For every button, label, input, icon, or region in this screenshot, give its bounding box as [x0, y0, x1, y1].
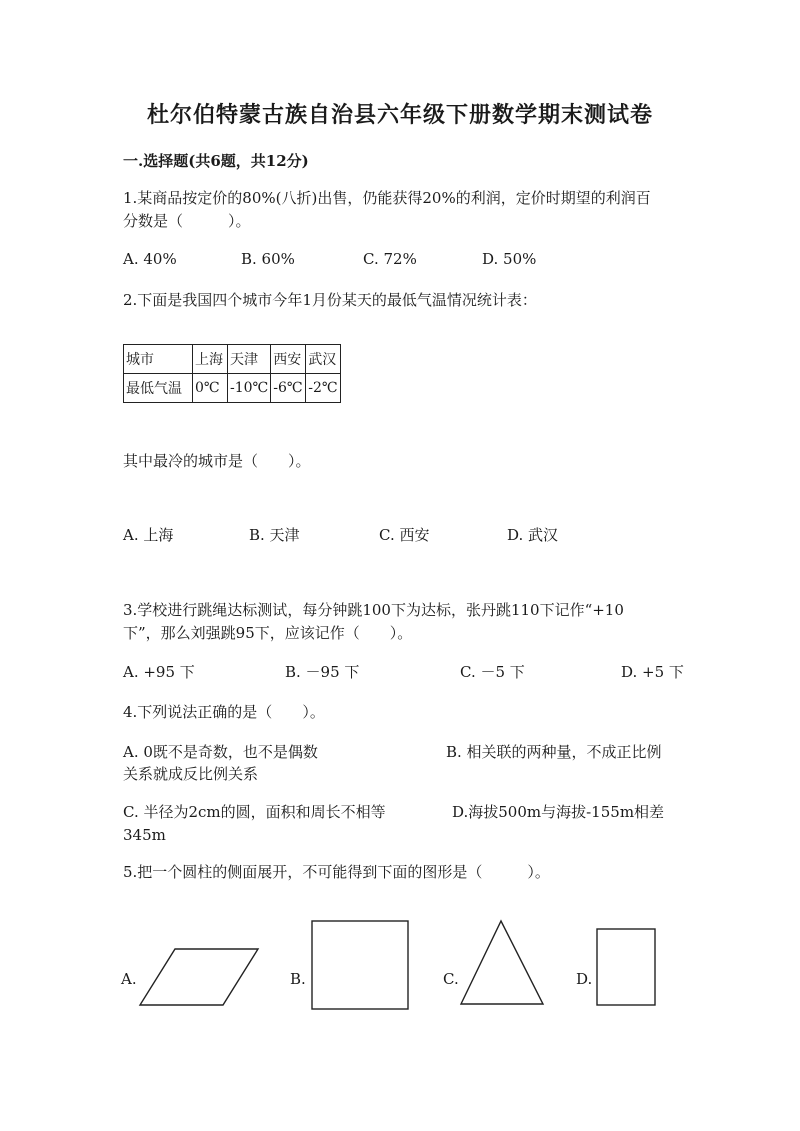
- shape-label-a: A.: [121, 970, 137, 988]
- triangle-figure: [458, 918, 546, 1008]
- table-cell: -6℃: [271, 374, 306, 403]
- question-4-option-d-cont: 345m: [123, 826, 166, 844]
- question-3-text: 3.学校进行跳绳达标测试，每分钟跳100下为达标，张丹跳110下记作“+10: [123, 601, 624, 619]
- shape-label-c: C.: [443, 970, 459, 988]
- table-cell: -2℃: [306, 374, 341, 403]
- question-4-text: 4.下列说法正确的是（ ）。: [123, 703, 325, 721]
- table-cell: 武汉: [306, 345, 341, 374]
- question-3-option-b: B. －95 下: [285, 663, 360, 681]
- question-2-text: 2.下面是我国四个城市今年1月份某天的最低气温情况统计表：: [123, 291, 537, 309]
- question-4-option-b: B. 相关联的两种量，不成正比例: [446, 743, 662, 761]
- temperature-table: [123, 344, 341, 403]
- question-5-text: 5.把一个圆柱的侧面展开，不可能得到下面的图形是（ ）。: [123, 863, 550, 881]
- question-4-option-b-cont: 关系就成反比例关系: [123, 765, 259, 783]
- square-figure: [310, 917, 412, 1013]
- question-1-text: 1.某商品按定价的80%(八折)出售，仍能获得20%的利润，定价时期望的利润百: [123, 189, 651, 207]
- question-1-option-d: D. 50%: [482, 250, 537, 268]
- question-3-option-c: C. －5 下: [460, 663, 525, 681]
- question-2-prompt: 其中最冷的城市是（ ）。: [123, 452, 311, 470]
- shape-label-d: D.: [576, 970, 593, 988]
- question-1-option-a: A. 40%: [123, 250, 177, 268]
- section-heading: 一.选择题(共6题，共12分): [123, 152, 309, 170]
- table-header-row: [124, 345, 341, 374]
- parallelogram-figure: [138, 944, 262, 1010]
- table-cell: 最低气温: [124, 374, 193, 403]
- rectangle-figure: [594, 926, 658, 1008]
- table-cell: 西安: [271, 345, 306, 374]
- question-4-option-c: C. 半径为2cm的圆，面积和周长不相等: [123, 803, 386, 821]
- page-title: 杜尔伯特蒙古族自治县六年级下册数学期末测试卷: [146, 102, 653, 128]
- question-1-text-cont: 分数是（ ）。: [123, 212, 251, 230]
- question-4-option-d: D.海拔500m与海拔-155m相差: [452, 803, 665, 821]
- question-1-option-b: B. 60%: [241, 250, 295, 268]
- table-row: [124, 374, 341, 403]
- table-cell: 天津: [228, 345, 271, 374]
- question-4-option-a: A. 0既不是奇数，也不是偶数: [123, 743, 318, 761]
- table-cell: 0℃: [193, 374, 228, 403]
- shape-label-b: B.: [290, 970, 306, 988]
- question-2-option-d: D. 武汉: [507, 526, 559, 544]
- question-3-text-cont: 下”，那么刘强跳95下，应该记作（ ）。: [123, 624, 413, 642]
- question-1-option-c: C. 72%: [363, 250, 417, 268]
- table-cell: 城市: [124, 345, 193, 374]
- question-2-option-c: C. 西安: [379, 526, 430, 544]
- table-cell: 上海: [193, 345, 228, 374]
- table-cell: -10℃: [228, 374, 271, 403]
- question-2-option-a: A. 上海: [123, 526, 174, 544]
- question-2-option-b: B. 天津: [249, 526, 300, 544]
- question-3-option-d: D. +5 下: [621, 663, 684, 681]
- question-3-option-a: A. +95 下: [123, 663, 195, 681]
